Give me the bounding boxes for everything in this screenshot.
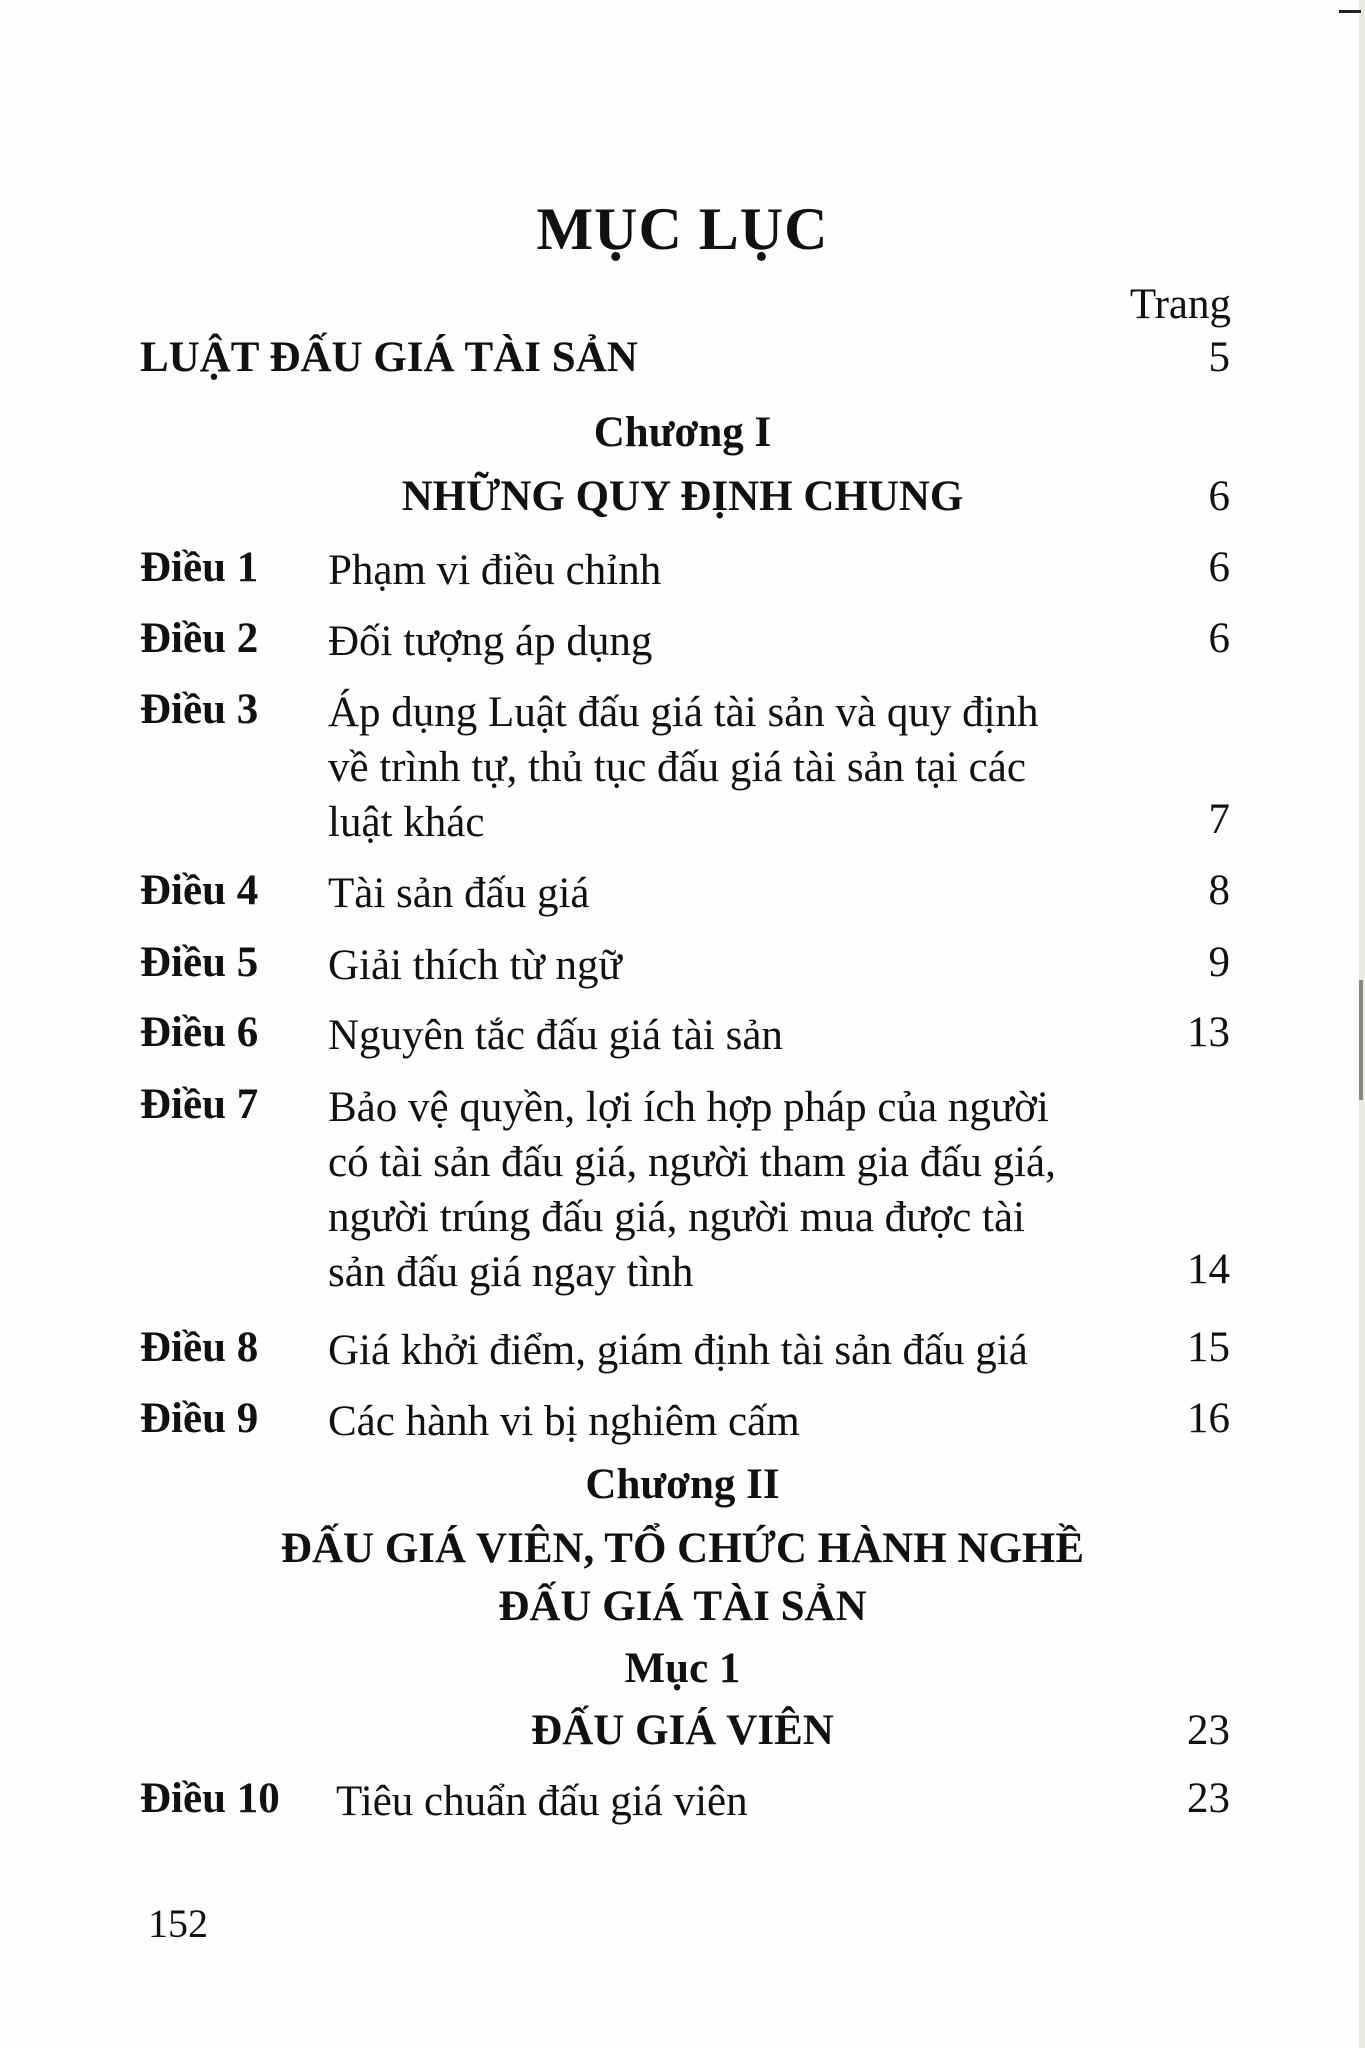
article-label: Điều 7 bbox=[140, 1081, 259, 1128]
article-title bbox=[328, 614, 1148, 669]
article-title-line: Các hành vi bị nghiêm cấm bbox=[328, 1398, 800, 1445]
article-title bbox=[328, 685, 1148, 850]
article-10-label: Điều 10 bbox=[140, 1775, 280, 1822]
article-10-title: Tiêu chuẩn đấu giá viên bbox=[336, 1778, 748, 1825]
article-title-line: Giá khởi điểm, giám định tài sản đấu giá bbox=[328, 1327, 1028, 1374]
article-label: Điều 2 bbox=[140, 615, 259, 662]
article-title-line: sản đấu giá ngay tình bbox=[328, 1249, 694, 1296]
article-title bbox=[328, 1080, 1148, 1300]
article-page: 13 bbox=[1187, 1009, 1230, 1056]
article-label: Điều 8 bbox=[140, 1324, 259, 1371]
article-title bbox=[328, 1008, 1148, 1063]
article-page: 8 bbox=[1208, 867, 1230, 914]
section1-page: 23 bbox=[1187, 1707, 1230, 1754]
toc-entry-article-2[interactable] bbox=[140, 614, 1230, 674]
article-page: 6 bbox=[1208, 544, 1230, 591]
scan-edge-shadow bbox=[1359, 980, 1363, 1100]
article-title bbox=[328, 938, 1148, 993]
article-title-line: Tài sản đấu giá bbox=[328, 870, 590, 917]
toc-entry-article-6[interactable] bbox=[140, 1008, 1230, 1068]
toc-title: MỤC LỤC bbox=[536, 196, 829, 262]
article-title-line: Giải thích từ ngữ bbox=[328, 942, 622, 989]
toc-entry-article-4[interactable] bbox=[140, 866, 1230, 926]
chapter1-title[interactable]: NHỮNG QUY ĐỊNH CHUNG bbox=[401, 473, 964, 520]
toc-entry-article-7[interactable] bbox=[140, 1080, 1230, 1296]
article-label: Điều 3 bbox=[140, 686, 259, 733]
toc-entry-article-9[interactable] bbox=[140, 1394, 1230, 1454]
section1-label: Mục 1 bbox=[624, 1645, 741, 1692]
chapter2-title-line1[interactable]: ĐẤU GIÁ VIÊN, TỔ CHỨC HÀNH NGHỀ bbox=[280, 1525, 1085, 1572]
article-page: 6 bbox=[1208, 615, 1230, 662]
article-page: 9 bbox=[1208, 939, 1230, 986]
article-page: 15 bbox=[1187, 1324, 1230, 1371]
page-number: 152 bbox=[148, 1901, 208, 1946]
toc-entry-article-1[interactable] bbox=[140, 543, 1230, 603]
toc-entry-article-10[interactable] bbox=[140, 1774, 1230, 1834]
article-label: Điều 9 bbox=[140, 1395, 259, 1442]
article-title-line: về trình tự, thủ tục đấu giá tài sản tại các bbox=[328, 744, 1026, 791]
toc-entry-article-5[interactable] bbox=[140, 938, 1230, 998]
section1-title[interactable]: ĐẤU GIÁ VIÊN bbox=[531, 1707, 834, 1754]
scan-edge-mark bbox=[1339, 10, 1361, 13]
article-title-line: Bảo vệ quyền, lợi ích hợp pháp của người bbox=[328, 1084, 1049, 1131]
toc-entry-article-3[interactable] bbox=[140, 685, 1230, 846]
page-column-label: Trang bbox=[1129, 281, 1231, 328]
article-page: 7 bbox=[1208, 796, 1230, 843]
article-title-line: Đối tượng áp dụng bbox=[328, 618, 653, 665]
article-title bbox=[328, 1394, 1148, 1449]
toc-entry-law-title[interactable] bbox=[140, 333, 1230, 393]
article-title-line: luật khác bbox=[328, 799, 485, 846]
article-label: Điều 5 bbox=[140, 939, 259, 986]
article-title bbox=[328, 543, 1148, 598]
article-title-line: Áp dụng Luật đấu giá tài sản và quy định bbox=[328, 689, 1039, 736]
chapter2-label: Chương II bbox=[585, 1461, 780, 1508]
article-page: 14 bbox=[1187, 1246, 1230, 1293]
article-title-line: có tài sản đấu giá, người tham gia đấu giá, bbox=[328, 1139, 1056, 1186]
article-label: Điều 1 bbox=[140, 544, 259, 591]
chapter2-title-line2[interactable]: ĐẤU GIÁ TÀI SẢN bbox=[498, 1583, 867, 1630]
article-label: Điều 4 bbox=[140, 867, 259, 914]
law-title-text: LUẬT ĐẤU GIÁ TÀI SẢN bbox=[140, 334, 638, 381]
chapter1-label: Chương I bbox=[593, 409, 772, 456]
article-title-line: Phạm vi điều chỉnh bbox=[328, 547, 662, 594]
chapter1-page: 6 bbox=[1208, 473, 1230, 520]
article-title-line: người trúng đấu giá, người mua được tài bbox=[328, 1194, 1026, 1241]
article-title bbox=[328, 1323, 1148, 1378]
article-title-line: Nguyên tắc đấu giá tài sản bbox=[328, 1012, 783, 1059]
toc-entry-article-8[interactable] bbox=[140, 1323, 1230, 1383]
law-title-page: 5 bbox=[1208, 334, 1230, 381]
article-page: 16 bbox=[1187, 1395, 1230, 1442]
article-10-page: 23 bbox=[1187, 1775, 1230, 1822]
article-title bbox=[328, 866, 1148, 921]
article-label: Điều 6 bbox=[140, 1009, 259, 1056]
